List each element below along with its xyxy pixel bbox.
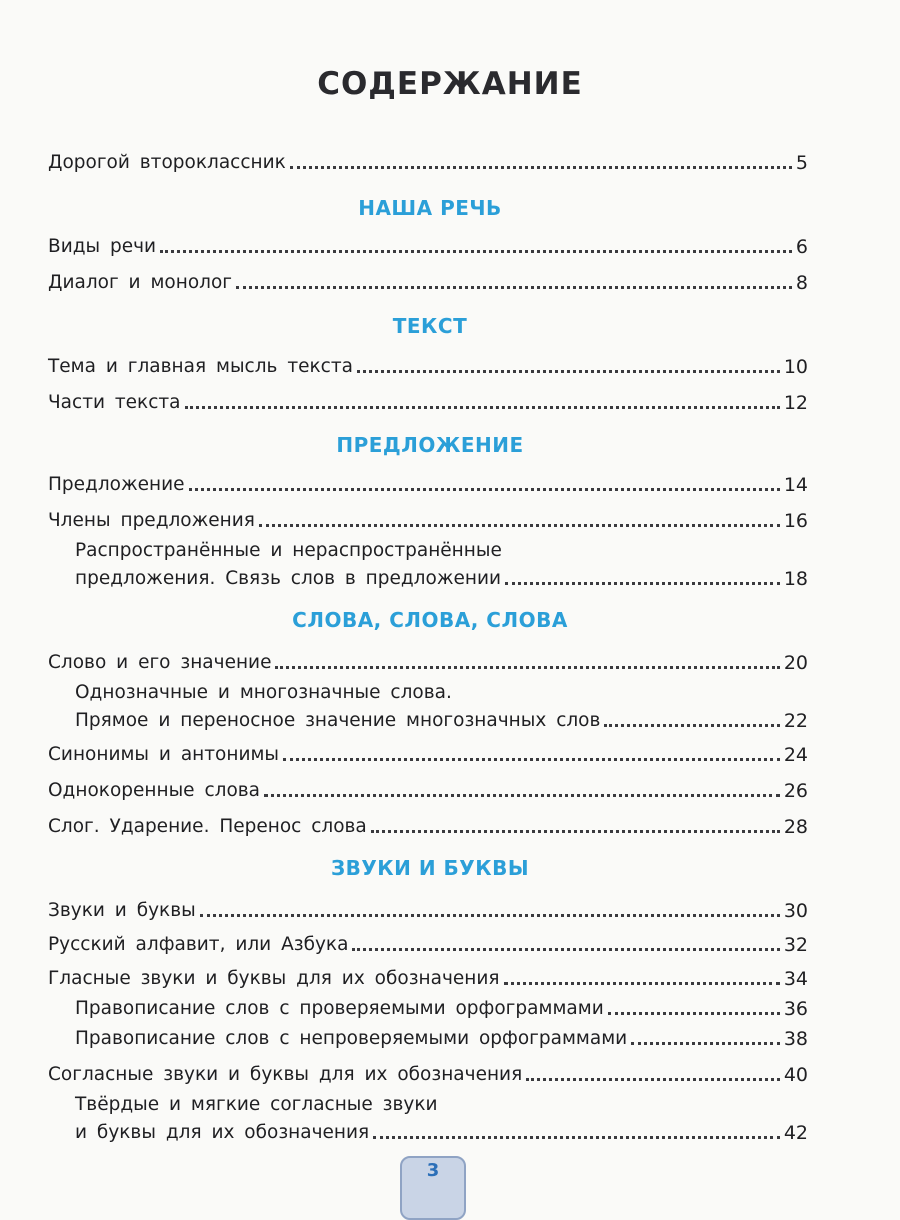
toc-entry[interactable] (48, 814, 808, 840)
leader-dots (352, 948, 779, 951)
toc-entry-page: 34 (783, 968, 808, 990)
toc-subentry[interactable] (75, 708, 808, 734)
leader-dots (200, 914, 780, 917)
toc-entry-text: Прямое и переносное значение многозначных слов (75, 710, 601, 731)
toc-entry-text: Тема и главная мысль текста (48, 356, 353, 377)
toc-entry-text: Звуки и буквы (48, 900, 196, 921)
section-heading-sentence: ПРЕДЛОЖЕНИЕ (336, 433, 524, 457)
toc-entry-page: 26 (783, 780, 808, 802)
toc-entry-page: 14 (783, 474, 808, 496)
toc-entry-text: Слово и его значение (48, 652, 272, 673)
toc-entry-text: Русский алфавит, или Азбука (48, 934, 349, 955)
toc-entry-page: 24 (783, 744, 808, 766)
section-heading-sounds: ЗВУКИ И БУКВЫ (330, 856, 530, 880)
leader-dots (275, 666, 779, 669)
toc-entry-text: Синонимы и антонимы (48, 744, 280, 765)
toc-entry-page: 5 (795, 152, 808, 174)
toc-subentry-line: Однозначные и многозначные слова. (75, 682, 452, 703)
leader-dots (504, 982, 780, 985)
leader-dots (290, 166, 792, 169)
toc-entry[interactable] (48, 508, 808, 534)
toc-entry-page: 22 (783, 710, 808, 732)
toc-entry-page: 40 (783, 1064, 808, 1086)
toc-subentry[interactable] (75, 566, 808, 592)
leader-dots (264, 794, 780, 797)
toc-entry-text: Правописание слов с проверяемыми орфограммами (75, 998, 604, 1019)
toc-subentry[interactable] (75, 1026, 808, 1052)
section-heading-words: СЛОВА, СЛОВА, СЛОВА (292, 608, 568, 632)
toc-entry-text: Части текста (48, 392, 181, 413)
toc-subentry[interactable] (75, 996, 808, 1022)
toc-entry[interactable] (48, 234, 808, 260)
toc-entry-text: Гласные звуки и буквы для их обозначения (48, 968, 500, 989)
section-heading-speech: НАША РЕЧЬ (358, 196, 502, 220)
toc-entry[interactable] (48, 898, 808, 924)
toc-entry-text: Дорогой второклассник (48, 152, 286, 173)
toc-entry[interactable] (48, 966, 808, 992)
toc-entry-page: 28 (783, 816, 808, 838)
toc-entry-page: 36 (783, 998, 808, 1020)
toc-entry-text: Правописание слов с непроверяемыми орфограммами (75, 1028, 628, 1049)
toc-entry[interactable] (48, 932, 808, 958)
leader-dots (371, 830, 780, 833)
toc-entry-text: Слог. Ударение. Перенос слова (48, 816, 367, 837)
toc-subentry[interactable] (75, 1120, 808, 1146)
toc-entry-intro[interactable] (48, 150, 808, 176)
toc-entry-text: Члены предложения (48, 510, 255, 531)
toc-entry-page: 16 (783, 510, 808, 532)
leader-dots (259, 524, 780, 527)
leader-dots (236, 286, 792, 289)
toc-entry[interactable] (48, 390, 808, 416)
section-heading-text: ТЕКСТ (392, 314, 468, 338)
toc-entry-text: предложения. Связь слов в предложении (75, 568, 502, 589)
toc-entry-page: 42 (783, 1122, 808, 1144)
toc-subentry-line: Твёрдые и мягкие согласные звуки (75, 1094, 438, 1115)
toc-entry[interactable] (48, 270, 808, 296)
leader-dots (189, 488, 780, 491)
leader-dots (631, 1042, 780, 1045)
toc-entry[interactable] (48, 1062, 808, 1088)
toc-subentry-line: Распространённые и нераспространённые (75, 540, 502, 561)
toc-entry-text: Виды речи (48, 236, 157, 257)
toc-entry-page: 10 (783, 356, 808, 378)
toc-entry-page: 30 (783, 900, 808, 922)
toc-entry-text: Согласные звуки и буквы для их обозначения (48, 1064, 523, 1085)
toc-entry-text: Диалог и монолог (48, 272, 233, 293)
leader-dots (608, 1012, 780, 1015)
page-number: 3 (426, 1160, 440, 1181)
toc-entry-page: 8 (795, 272, 808, 294)
toc-entry-text: и буквы для их обозначения (75, 1122, 370, 1143)
page-title: СОДЕРЖАНИЕ (317, 66, 583, 102)
toc-entry[interactable] (48, 742, 808, 768)
leader-dots (160, 250, 792, 253)
toc-entry-page: 6 (795, 236, 808, 258)
leader-dots (604, 724, 779, 727)
leader-dots (505, 582, 780, 585)
toc-entry-page: 20 (783, 652, 808, 674)
toc-entry-text: Предложение (48, 474, 185, 495)
leader-dots (373, 1136, 780, 1139)
leader-dots (357, 370, 780, 373)
toc-entry-page: 18 (783, 568, 808, 590)
leader-dots (526, 1078, 780, 1081)
toc-entry-page: 38 (783, 1028, 808, 1050)
leader-dots (185, 406, 780, 409)
leader-dots (283, 758, 780, 761)
toc-entry[interactable] (48, 354, 808, 380)
toc-entry[interactable] (48, 650, 808, 676)
toc-entry[interactable] (48, 778, 808, 804)
toc-entry-text: Однокоренные слова (48, 780, 260, 801)
toc-entry-page: 32 (783, 934, 808, 956)
toc-entry[interactable] (48, 472, 808, 498)
toc-entry-page: 12 (783, 392, 808, 414)
